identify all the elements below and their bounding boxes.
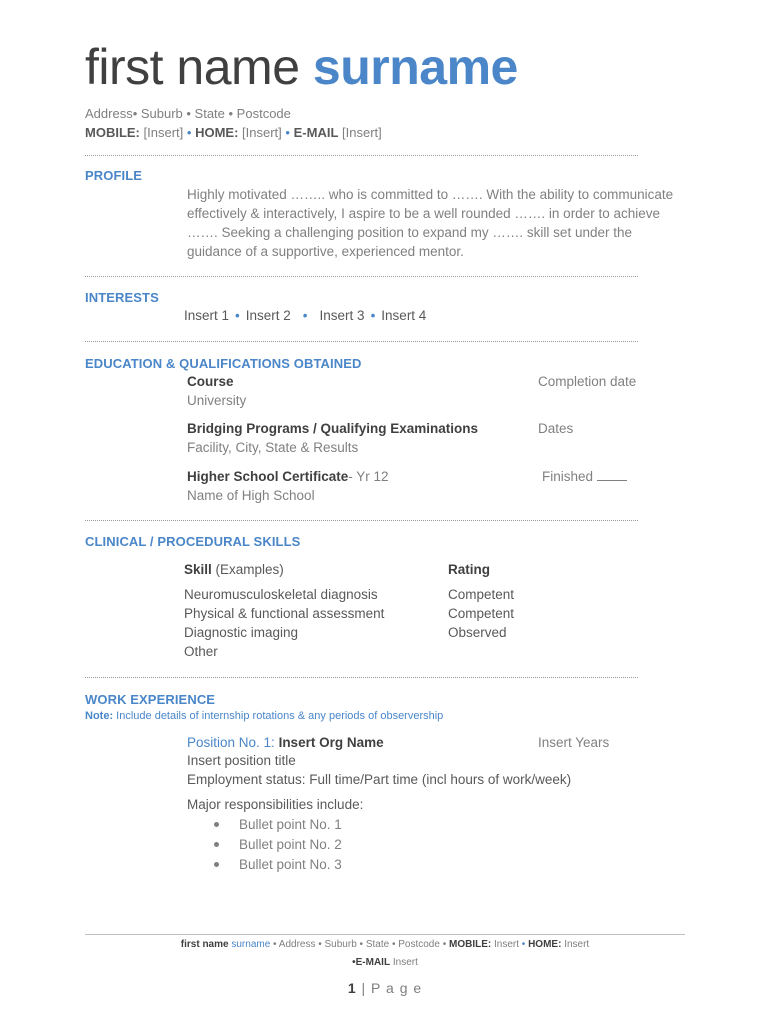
applicant-name	[85, 36, 518, 98]
interest-item: Insert 3	[319, 308, 365, 323]
position-label: Position No. 1:	[187, 735, 275, 750]
education-title: Bridging Programs / Qualifying Examinations	[187, 421, 479, 436]
interest-separator: •	[235, 308, 240, 323]
education-sub: Name of High School	[187, 488, 315, 503]
email-label: E-MAIL	[293, 125, 339, 140]
page-number-value: 1	[347, 980, 357, 996]
interest-separator: •	[302, 308, 308, 323]
list-item	[214, 835, 342, 855]
home-value: [Insert]	[242, 125, 282, 140]
interest-item: Insert 4	[381, 308, 427, 323]
footer-surname: surname	[231, 939, 271, 950]
profile-line: guidance of a supportive, experienced mentor.	[187, 244, 464, 259]
skill-name: Neuromusculoskeletal diagnosis	[184, 587, 378, 602]
skills-heading: CLINICAL / PROCEDURAL SKILLS	[85, 534, 301, 549]
bullet-text: Bullet point No. 2	[239, 837, 342, 852]
section-divider	[85, 677, 638, 678]
contact-line	[85, 123, 382, 142]
footer-separator: •	[521, 939, 526, 950]
skill-name: Other	[184, 644, 218, 659]
skills-list	[184, 585, 384, 661]
interests-heading: INTERESTS	[85, 290, 159, 305]
rating-col-text: Rating	[448, 562, 490, 577]
responsibilities-list	[214, 815, 342, 875]
ratings-list	[448, 585, 514, 642]
education-date: Dates	[538, 421, 574, 436]
education-title: Higher School Certificate	[187, 469, 349, 484]
email-value: [Insert]	[342, 125, 382, 140]
profile-text	[187, 185, 673, 261]
interest-separator: •	[370, 308, 376, 323]
education-entry	[187, 372, 246, 410]
education-title: Course	[187, 374, 234, 389]
education-heading: EDUCATION & QUALIFICATIONS OBTAINED	[85, 356, 362, 371]
footer-mobile-label: MOBILE:	[448, 939, 492, 950]
skill-rating: Competent	[448, 606, 515, 621]
position-title: Insert position title	[187, 753, 296, 768]
bullet-icon	[214, 822, 219, 827]
footer-email-label: •E-MAIL	[352, 957, 391, 968]
page-number	[85, 980, 685, 996]
list-item	[214, 815, 342, 835]
education-suffix: - Yr 12	[348, 469, 389, 484]
contact-separator: •	[285, 125, 290, 140]
skill-name: Physical & functional assessment	[184, 606, 385, 621]
note-label: Note:	[85, 710, 114, 722]
page-number-separator: |	[361, 980, 367, 996]
first-name: first name	[85, 39, 300, 95]
skills-column-header	[184, 560, 284, 579]
skill-col-note: (Examples)	[215, 562, 284, 577]
mobile-label: MOBILE:	[85, 125, 140, 140]
section-divider	[85, 341, 638, 342]
footer-home-label: HOME:	[528, 939, 562, 950]
interest-item: Insert 1	[184, 308, 230, 323]
section-divider	[85, 155, 638, 156]
footer-email-value: Insert	[392, 957, 418, 968]
education-entry	[187, 467, 389, 505]
page-word: P a g e	[371, 980, 423, 996]
education-entry	[187, 419, 478, 457]
profile-line: Highly motivated …….. who is committed to ……. With the ability to communicate	[187, 187, 674, 202]
footer-home-value: Insert	[564, 939, 590, 950]
profile-line: effectively & interactively, I aspire to be a well rounded ……. in order to achieve	[187, 206, 660, 221]
blank-line	[597, 470, 627, 481]
note-text: Include details of internship rotations & any periods of observership	[116, 710, 444, 722]
section-divider	[85, 520, 638, 521]
education-date: Completion date	[538, 374, 637, 389]
bullet-icon	[214, 862, 219, 867]
work-note	[85, 709, 443, 724]
skill-col-label: Skill	[184, 562, 212, 577]
footer-mobile-value: Insert	[493, 939, 519, 950]
list-item	[214, 855, 342, 875]
contact-separator: •	[186, 125, 192, 140]
section-divider	[85, 276, 638, 277]
footer-contact	[85, 938, 685, 952]
interest-item: Insert 2	[245, 308, 291, 323]
employment-status: Employment status: Full time/Part time (incl hours of work/week)	[187, 772, 572, 787]
profile-heading: PROFILE	[85, 168, 143, 183]
footer-first-name: first name	[180, 939, 229, 950]
mobile-value: [Insert]	[143, 125, 184, 140]
position-years: Insert Years	[538, 735, 610, 750]
bullet-icon	[214, 842, 219, 847]
footer-email	[85, 956, 685, 970]
skill-name: Diagnostic imaging	[184, 625, 299, 640]
footer-address: • Address • Suburb • State • Postcode •	[273, 939, 447, 950]
rating-col-label	[448, 560, 490, 579]
address-line: Address• Suburb • State • Postcode	[85, 106, 291, 121]
org-name: Insert Org Name	[278, 735, 384, 750]
bullet-text: Bullet point No. 1	[239, 817, 342, 832]
education-sub: Facility, City, State & Results	[187, 440, 359, 455]
skill-rating: Competent	[448, 587, 515, 602]
skill-rating: Observed	[448, 625, 507, 640]
interests-list	[184, 306, 426, 325]
bullet-text: Bullet point No. 3	[239, 857, 342, 872]
education-date	[542, 467, 627, 486]
surname: surname	[312, 39, 518, 95]
responsibilities-label: Major responsibilities include:	[187, 797, 364, 812]
position-line	[187, 733, 384, 752]
work-heading: WORK EXPERIENCE	[85, 692, 216, 707]
profile-line: ……. Seeking a challenging position to expand my ……. skill set under the	[187, 225, 632, 240]
education-sub: University	[187, 393, 247, 408]
home-label: HOME:	[195, 125, 239, 140]
education-date-text: Finished	[542, 469, 594, 484]
footer-rule	[85, 934, 685, 935]
